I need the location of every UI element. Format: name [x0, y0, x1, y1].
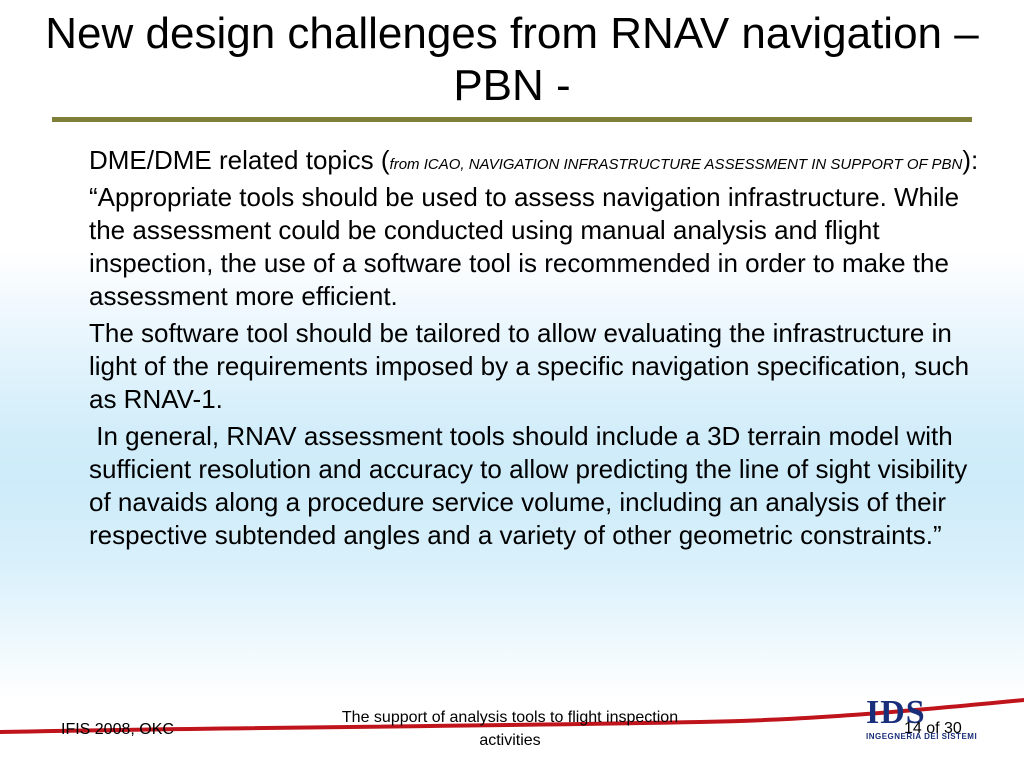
page-number: 14 of 30 — [904, 720, 962, 737]
paragraph-2: The software tool should be tailored to allow evaluating the infrastructure in light of the requirements imposed by a specific navigation specification, such as RNAV-1. — [89, 318, 970, 414]
paragraph-1-rest: ): “Appropriate tools should be used to assess navigation infrastructure. While the assessment could be conducted using manual analysis and flight inspection, the use of a software tool is recommended in order to make the assessment more efficient. — [89, 145, 979, 311]
logo-wordmark: IDS — [866, 694, 926, 731]
paragraph-1 — [89, 144, 989, 313]
slide-title: New design challenges from RNAV navigation – PBN - — [45, 9, 979, 110]
paragraph-1-source: from ICAO, NAVIGATION INFRASTRUCTURE ASSESSMENT IN SUPPORT OF PBN — [389, 156, 963, 173]
footer-talk-title: The support of analysis tools to flight inspection activities — [341, 709, 679, 749]
footer-event: IFIS 2008, OKC — [61, 721, 174, 738]
paragraph-3: In general, RNAV assessment tools should include a 3D terrain model with sufficient resolution and accuracy to allow predicting the line of sight visibility of navaids along a procedure service volume, including an analysis of their respective subtended angles and a variety of other geometric constraints.” — [89, 421, 975, 550]
title-divider — [52, 117, 972, 122]
paragraph-1-lead: DME/DME related topics ( — [89, 145, 390, 175]
slide-body — [89, 144, 989, 556]
logo-subtitle: INGEGNERIA DEI SISTEMI — [866, 732, 978, 741]
